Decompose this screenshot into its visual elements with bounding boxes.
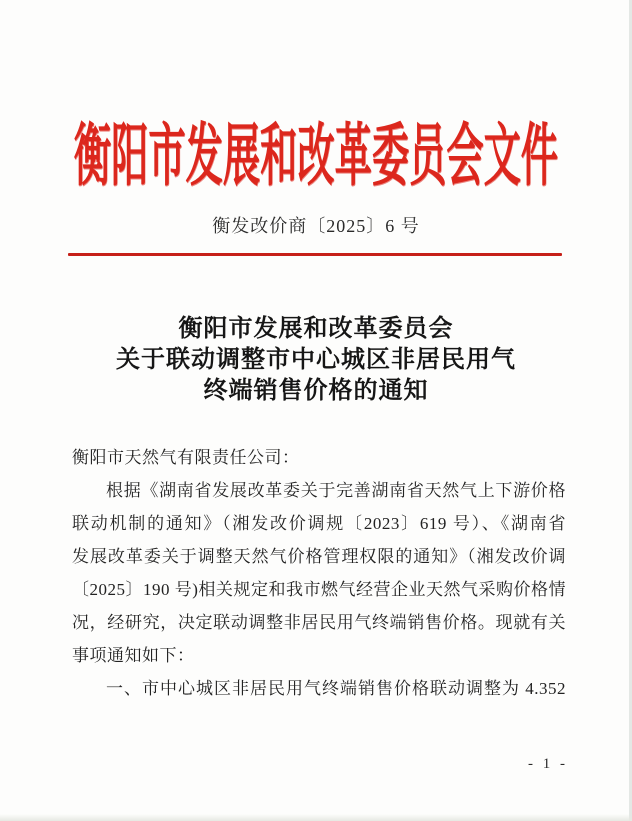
body-line: 一、市中心城区非居民用气终端销售价格联动调整为 4.352 xyxy=(106,679,566,698)
body-line: 事项通知如下： xyxy=(72,646,195,665)
body-line: 〔2025〕190 号)相关规定和我市燃气经营企业天然气采购价格情 xyxy=(72,580,566,599)
document-reference-number: 衡发改价商〔2025〕6 号 xyxy=(212,216,420,236)
red-letterhead-title: 衡阳市发展和改革委员会文件 xyxy=(73,119,559,196)
body-line: 况，经研究，决定联动调整非居民用气终端销售价格。现就有关 xyxy=(72,613,566,632)
body-line: 根据《湖南省发展改革委关于完善湖南省天然气上下游价格 xyxy=(106,481,566,500)
scan-shadow-artifact xyxy=(0,814,632,821)
body-line: 联动机制的通知》（湘发改价调规〔2023〕619 号）、《湖南省 xyxy=(72,514,566,533)
page-number: - 1 - xyxy=(528,756,568,772)
document-body xyxy=(72,441,566,705)
notice-title xyxy=(0,314,632,407)
notice-title-line-1: 衡阳市发展和改革委员会 xyxy=(178,316,454,342)
notice-title-line-3: 终端销售价格的通知 xyxy=(203,378,429,404)
body-line: 发展改革委关于调整天然气价格管理权限的通知》（湘发改价调 xyxy=(72,547,566,566)
notice-title-line-2: 关于联动调整市中心城区非居民用气 xyxy=(116,347,516,373)
addressee-line: 衡阳市天然气有限责任公司： xyxy=(72,448,300,467)
red-divider-line xyxy=(68,253,562,256)
